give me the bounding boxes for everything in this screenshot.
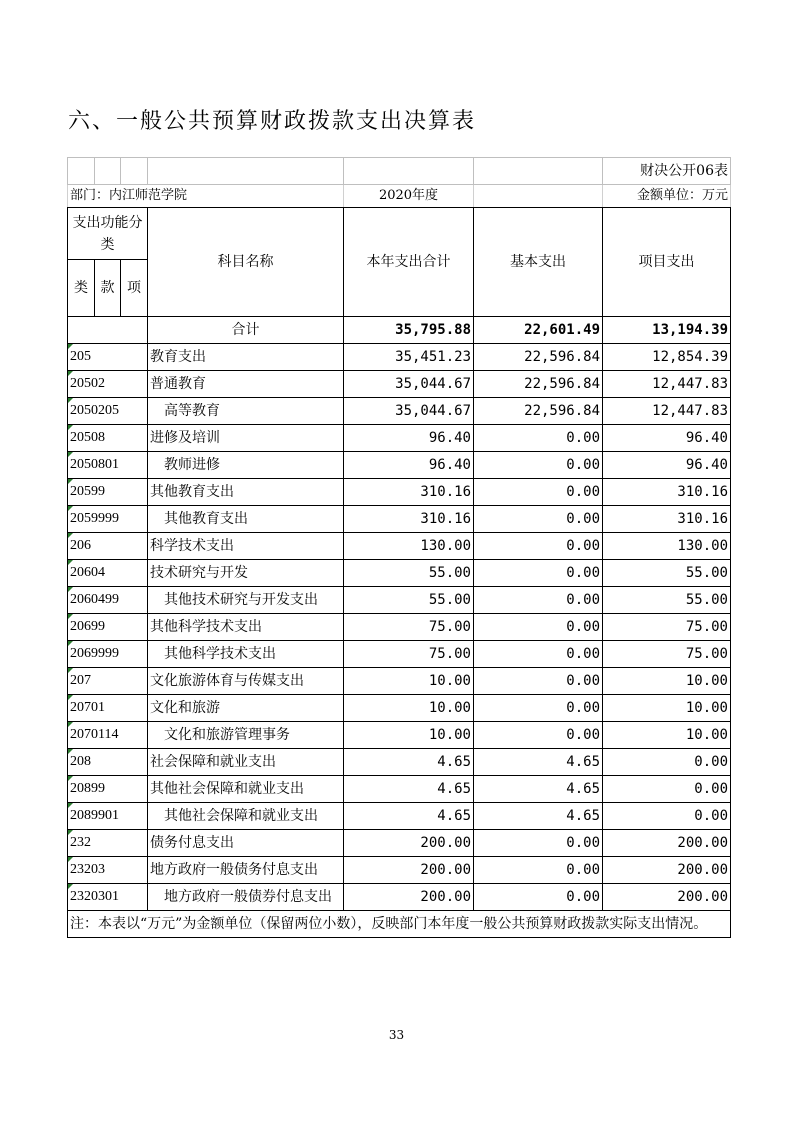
subject-name: 其他社会保障和就业支出 (148, 776, 344, 803)
total-basic: 22,601.49 (474, 317, 603, 344)
function-code: 207 (68, 668, 148, 695)
total-amount: 310.16 (344, 506, 474, 533)
table-row (68, 749, 731, 776)
subject-name: 地方政府一般债务付息支出 (148, 857, 344, 884)
function-code: 20899 (68, 776, 148, 803)
subject-name: 科学技术支出 (148, 533, 344, 560)
lei-header: 类 (68, 260, 95, 317)
total-amount: 96.40 (344, 452, 474, 479)
total-amount: 10.00 (344, 722, 474, 749)
function-code: 208 (68, 749, 148, 776)
subject-name: 其他教育支出 (148, 479, 344, 506)
total-amount: 35,044.67 (344, 371, 474, 398)
basic-amount: 22,596.84 (474, 371, 603, 398)
subject-name: 地方政府一般债券付息支出 (148, 884, 344, 911)
total-amount: 10.00 (344, 695, 474, 722)
table-row (68, 884, 731, 911)
total-amount: 200.00 (344, 857, 474, 884)
total-amount: 55.00 (344, 560, 474, 587)
subject-name: 其他科学技术支出 (148, 641, 344, 668)
blank-top-row (68, 158, 731, 185)
total-amount: 75.00 (344, 614, 474, 641)
project-amount: 10.00 (603, 695, 731, 722)
table-row (68, 452, 731, 479)
basic-amount: 0.00 (474, 857, 603, 884)
total-amount: 75.00 (344, 641, 474, 668)
function-code: 2060499 (68, 587, 148, 614)
project-amount: 96.40 (603, 452, 731, 479)
function-code: 20502 (68, 371, 148, 398)
table-row (68, 668, 731, 695)
subject-name: 文化和旅游 (148, 695, 344, 722)
function-code: 23203 (68, 857, 148, 884)
function-code: 2070114 (68, 722, 148, 749)
basic-amount: 0.00 (474, 533, 603, 560)
basic-amount: 0.00 (474, 695, 603, 722)
project-amount: 75.00 (603, 641, 731, 668)
basic-expense-header: 基本支出 (474, 208, 603, 317)
basic-amount: 0.00 (474, 722, 603, 749)
table-row (68, 776, 731, 803)
subject-name: 社会保障和就业支出 (148, 749, 344, 776)
basic-amount: 0.00 (474, 884, 603, 911)
basic-amount: 0.00 (474, 479, 603, 506)
expenditure-table (67, 157, 731, 938)
function-code: 2050801 (68, 452, 148, 479)
header-row-1 (68, 208, 731, 260)
function-code: 20604 (68, 560, 148, 587)
table-row (68, 587, 731, 614)
project-amount: 200.00 (603, 857, 731, 884)
function-code: 2059999 (68, 506, 148, 533)
basic-amount: 22,596.84 (474, 398, 603, 425)
total-row (68, 317, 731, 344)
meta-row (68, 185, 731, 208)
project-amount: 12,447.83 (603, 371, 731, 398)
basic-amount: 0.00 (474, 830, 603, 857)
basic-amount: 0.00 (474, 560, 603, 587)
basic-amount: 0.00 (474, 614, 603, 641)
project-amount: 10.00 (603, 668, 731, 695)
function-code: 2320301 (68, 884, 148, 911)
department-label: 部门：内江师范学院 (68, 185, 344, 208)
subject-name: 普通教育 (148, 371, 344, 398)
total-amount: 4.65 (344, 803, 474, 830)
basic-amount: 22,596.84 (474, 344, 603, 371)
note-row (68, 911, 731, 938)
table-row (68, 398, 731, 425)
project-amount: 10.00 (603, 722, 731, 749)
subject-name: 债务付息支出 (148, 830, 344, 857)
table-row (68, 344, 731, 371)
table-row (68, 722, 731, 749)
function-code: 232 (68, 830, 148, 857)
total-amount: 4.65 (344, 749, 474, 776)
subject-name: 文化旅游体育与传媒支出 (148, 668, 344, 695)
total-amount: 130.00 (344, 533, 474, 560)
subject-name: 其他社会保障和就业支出 (148, 803, 344, 830)
function-code: 20699 (68, 614, 148, 641)
table-row (68, 533, 731, 560)
basic-amount: 4.65 (474, 749, 603, 776)
function-code: 205 (68, 344, 148, 371)
table-row (68, 830, 731, 857)
total-amount: 200.00 (344, 884, 474, 911)
project-amount: 96.40 (603, 425, 731, 452)
table-row (68, 614, 731, 641)
basic-amount: 0.00 (474, 587, 603, 614)
kuan-header: 款 (95, 260, 121, 317)
function-code: 20508 (68, 425, 148, 452)
function-code: 20701 (68, 695, 148, 722)
total-amount: 200.00 (344, 830, 474, 857)
subject-name: 教师进修 (148, 452, 344, 479)
project-amount: 12,854.39 (603, 344, 731, 371)
total-amount: 35,044.67 (344, 398, 474, 425)
project-amount: 310.16 (603, 506, 731, 533)
table-note: 注：本表以“万元”为金额单位（保留两位小数），反映部门本年度一般公共预算财政拨款实际支出情况。 (68, 911, 731, 938)
project-amount: 55.00 (603, 560, 731, 587)
subject-name: 其他技术研究与开发支出 (148, 587, 344, 614)
function-code: 2089901 (68, 803, 148, 830)
project-amount: 130.00 (603, 533, 731, 560)
subject-name: 文化和旅游管理事务 (148, 722, 344, 749)
function-code: 2050205 (68, 398, 148, 425)
table-row (68, 371, 731, 398)
subject-name: 技术研究与开发 (148, 560, 344, 587)
project-amount: 0.00 (603, 749, 731, 776)
table-row (68, 560, 731, 587)
function-class-header: 支出功能分类 (68, 208, 148, 260)
subject-name: 高等教育 (148, 398, 344, 425)
xiang-header: 项 (121, 260, 148, 317)
unit-label: 金额单位：万元 (603, 185, 731, 208)
total-amount: 55.00 (344, 587, 474, 614)
project-expense-header: 项目支出 (603, 208, 731, 317)
project-amount: 55.00 (603, 587, 731, 614)
total-amount: 10.00 (344, 668, 474, 695)
subject-name: 其他科学技术支出 (148, 614, 344, 641)
total-project: 13,194.39 (603, 317, 731, 344)
project-amount: 75.00 (603, 614, 731, 641)
total-amount: 35,451.23 (344, 344, 474, 371)
basic-amount: 0.00 (474, 506, 603, 533)
page-number: 33 (388, 1028, 405, 1042)
basic-amount: 0.00 (474, 668, 603, 695)
total-amount: 35,795.88 (344, 317, 474, 344)
function-code: 20599 (68, 479, 148, 506)
project-amount: 0.00 (603, 776, 731, 803)
year-label: 2020年度 (344, 185, 474, 208)
project-amount: 310.16 (603, 479, 731, 506)
function-code: 206 (68, 533, 148, 560)
project-amount: 200.00 (603, 884, 731, 911)
basic-amount: 0.00 (474, 425, 603, 452)
project-amount: 0.00 (603, 803, 731, 830)
function-code: 2069999 (68, 641, 148, 668)
basic-amount: 4.65 (474, 803, 603, 830)
form-code: 财决公开06表 (603, 158, 731, 185)
table-row (68, 695, 731, 722)
table-row (68, 803, 731, 830)
basic-amount: 0.00 (474, 641, 603, 668)
basic-amount: 4.65 (474, 776, 603, 803)
subject-name-header: 科目名称 (148, 208, 344, 317)
table-row (68, 479, 731, 506)
subject-name: 其他教育支出 (148, 506, 344, 533)
total-label: 合计 (148, 317, 344, 344)
project-amount: 12,447.83 (603, 398, 731, 425)
basic-amount: 0.00 (474, 452, 603, 479)
total-amount: 310.16 (344, 479, 474, 506)
subject-name: 教育支出 (148, 344, 344, 371)
page-title: 六、一般公共预算财政拨款支出决算表 (68, 109, 477, 134)
subject-name: 进修及培训 (148, 425, 344, 452)
total-amount: 4.65 (344, 776, 474, 803)
project-amount: 200.00 (603, 830, 731, 857)
total-expense-header: 本年支出合计 (344, 208, 474, 317)
table-row (68, 857, 731, 884)
table-row (68, 641, 731, 668)
table-row (68, 506, 731, 533)
total-amount: 96.40 (344, 425, 474, 452)
table-row (68, 425, 731, 452)
